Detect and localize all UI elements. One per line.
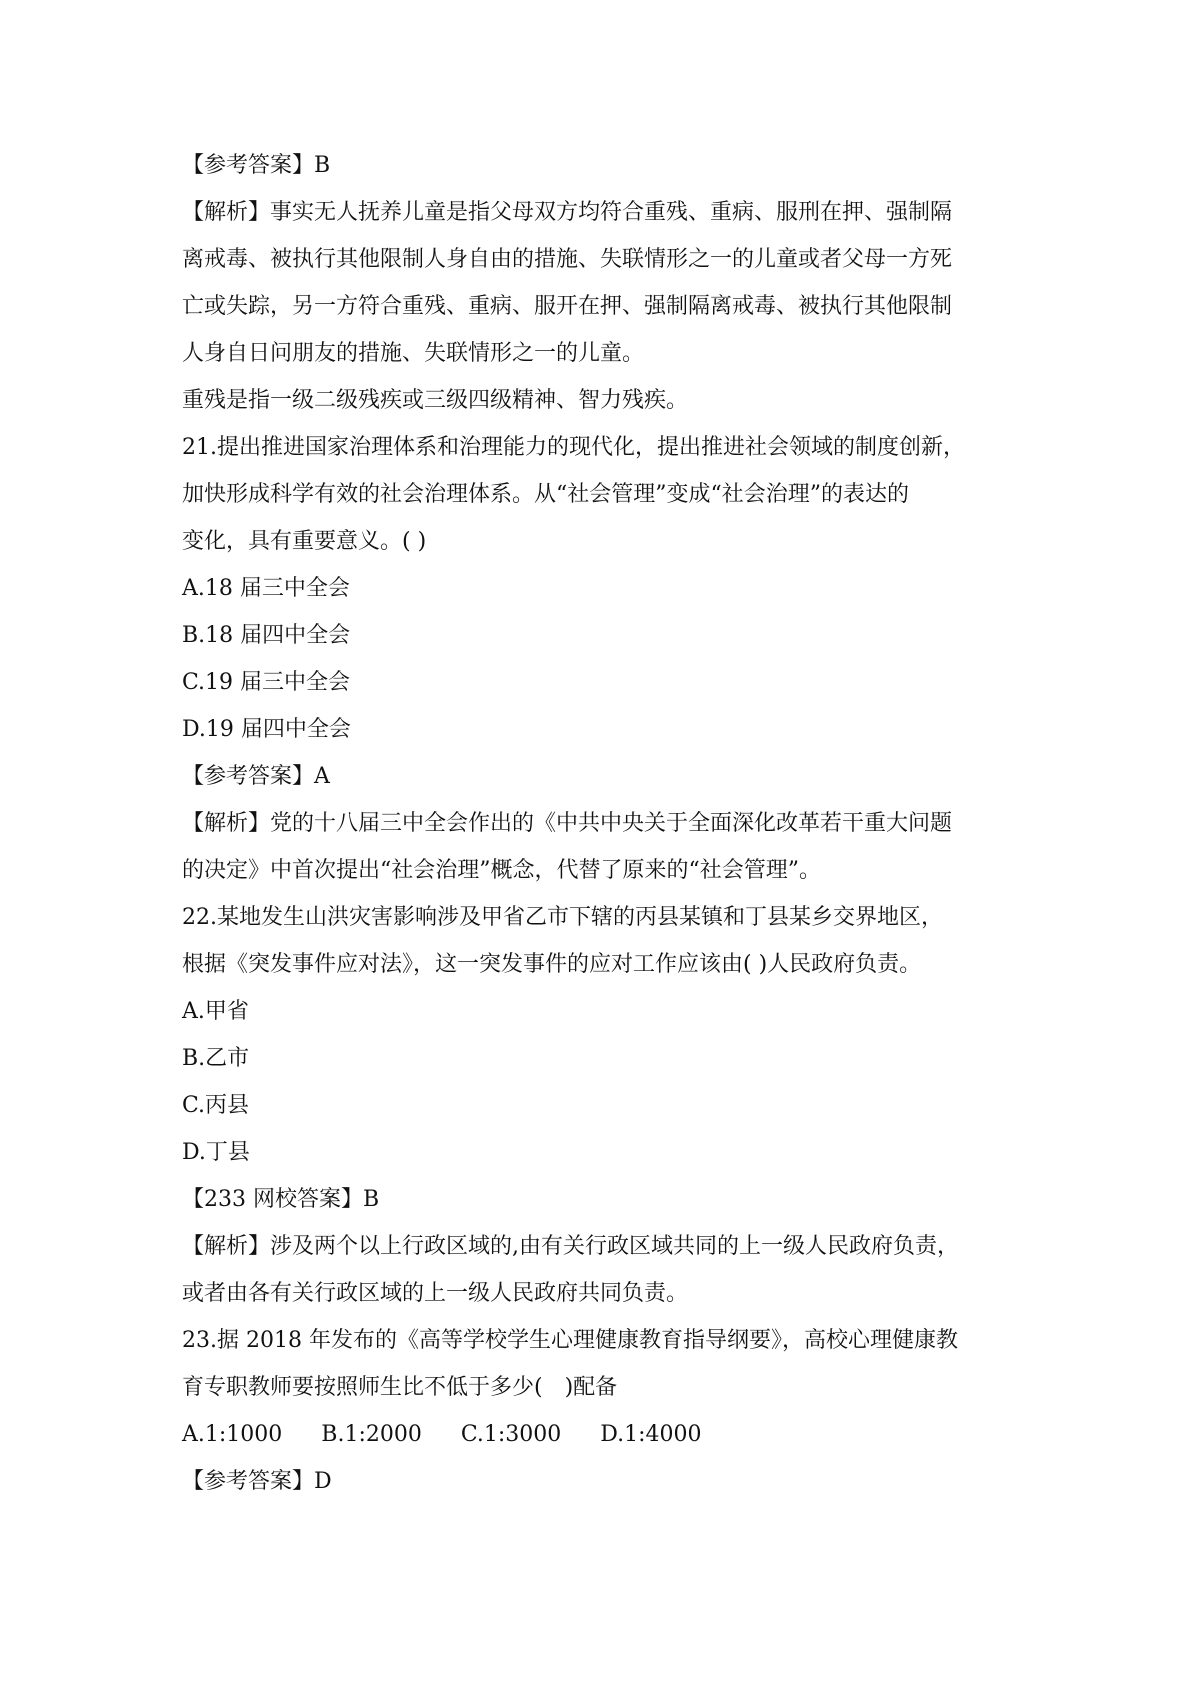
q22-option-b: B.乙市 [182, 1046, 250, 1071]
q23-answer: 【参考答案】D [182, 1469, 332, 1494]
q22-question-line: 22.某地发生山洪灾害影响涉及甲省乙市下辖的丙县某镇和丁县某乡交界地区， [182, 905, 943, 930]
q21-analysis-line: 【解析】党的十八届三中全会作出的《中共中央关于全面深化改革若干重大问题 [182, 811, 953, 836]
q22-option-d: D.丁县 [182, 1140, 250, 1165]
q22-analysis-line: 【解析】涉及两个以上行政区域的,由有关行政区域共同的上一级人民政府负责， [182, 1234, 959, 1259]
q23-question-line: 23.据 2018 年发布的《高等学校学生心理健康教育指导纲要》，高校心理健康教 [182, 1328, 958, 1353]
q20-answer: 【参考答案】B [182, 153, 331, 178]
page-content [182, 142, 1022, 1505]
q21-analysis-line: 的决定》中首次提出“社会治理”概念，代替了原来的“社会管理”。 [182, 858, 821, 883]
q21-option-d: D.19 届四中全会 [182, 717, 351, 742]
q23-option-c: C.1:3000 [460, 1422, 562, 1447]
q23-option-a: A.1:1000 [182, 1422, 283, 1447]
q22-option-a: A.甲省 [182, 999, 249, 1024]
q23-option-b: B.1:2000 [321, 1422, 422, 1447]
q21-option-c: C.19 届三中全会 [182, 670, 351, 695]
q21-question-line: 加快形成科学有效的社会治理体系。从“社会管理”变成“社会治理”的表达的 [182, 482, 909, 507]
q22-analysis-line: 或者由各有关行政区域的上一级人民政府共同负责。 [182, 1281, 689, 1306]
q21-answer: 【参考答案】A [182, 764, 330, 789]
q21-question-line: 21.提出推进国家治理体系和治理能力的现代化，提出推进社会领域的制度创新， [182, 435, 965, 460]
q21-question-line: 变化，具有重要意义。( ) [182, 529, 427, 554]
q20-analysis-line: 离戒毒、被执行其他限制人身自由的措施、失联情形之一的儿童或者父母一方死 [182, 247, 953, 272]
q23-option-d: D.1:4000 [600, 1422, 702, 1447]
q21-option-a: A.18 届三中全会 [182, 576, 350, 601]
q20-analysis-line: 人身自日问朋友的措施、失联情形之一的儿童。 [182, 341, 645, 366]
q22-question-line: 根据《突发事件应对法》，这一突发事件的应对工作应该由( )人民政府负责。 [182, 952, 922, 977]
q20-analysis-line: 亡或失踪，另一方符合重残、重病、服开在押、强制隔离戒毒、被执行其他限制 [182, 294, 953, 319]
q22-option-c: C.丙县 [182, 1093, 250, 1118]
q21-option-b: B.18 届四中全会 [182, 623, 351, 648]
q22-answer: 【233 网校答案】B [182, 1187, 380, 1212]
q20-analysis-line: 【解析】事实无人抚养儿童是指父母双方均符合重残、重病、服刑在押、强制隔 [182, 200, 953, 225]
q20-analysis-line: 重残是指一级二级残疾或三级四级精神、智力残疾。 [182, 388, 689, 413]
q23-options-row [182, 1411, 1022, 1458]
q23-question-line: 育专职教师要按照师生比不低于多少( )配备 [182, 1375, 618, 1400]
